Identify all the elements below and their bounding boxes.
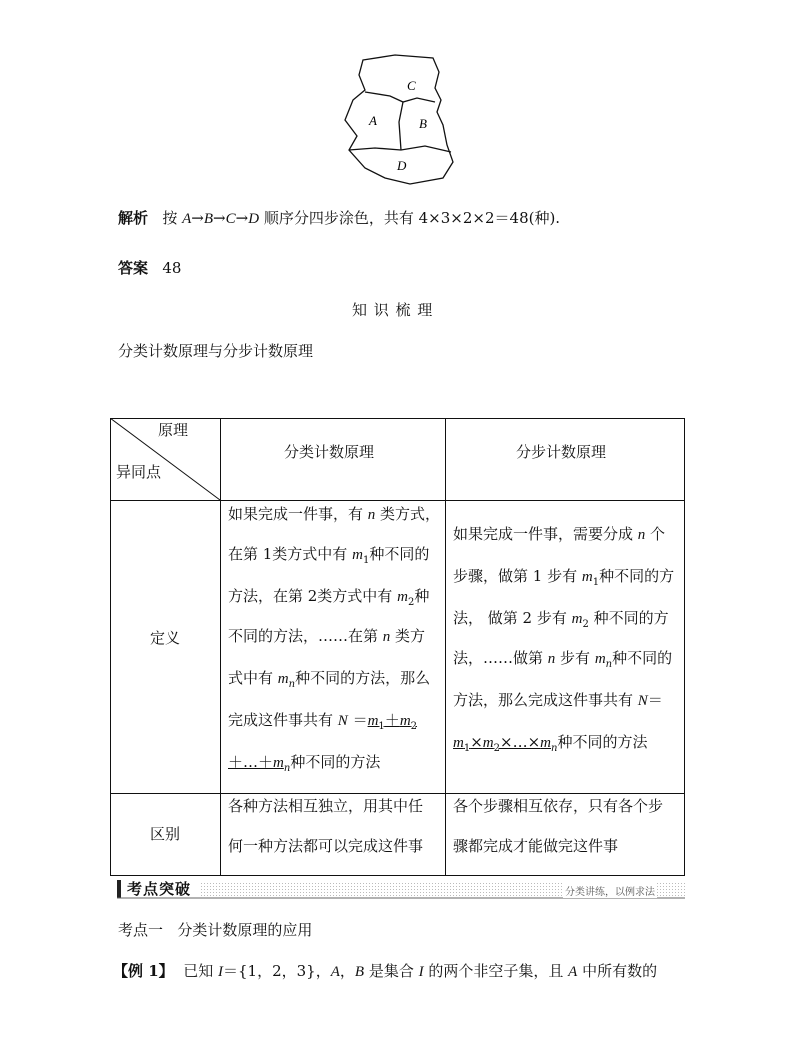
difference-step-line1: 各个步骤相互依存，只有各个步 — [453, 797, 664, 815]
region-map-figure — [335, 50, 465, 190]
banner-title: 考点突破 — [127, 880, 192, 898]
analysis-label: 解析 — [118, 209, 149, 227]
difference-class-line2: 何一种方法都可以完成这件事 — [228, 837, 424, 855]
answer-value: 48 — [162, 259, 182, 277]
example-line: 【例 1】 已知 I＝{1，2，3}，A，B 是集合 I 的两个非空子集，且 A 中所有数的 — [113, 962, 658, 980]
point-label: 考点一 — [118, 921, 164, 939]
difference-class-line1: 各种方法相互独立，用其中任 — [228, 797, 424, 815]
row-label-difference: 区别 — [150, 825, 181, 843]
map-border-d — [349, 146, 451, 152]
difference-step-line2: 骤都完成才能做完这件事 — [453, 837, 619, 855]
row-label-definition: 定义 — [150, 629, 181, 647]
region-label-a: A — [369, 113, 377, 128]
region-label-d: D — [397, 158, 407, 173]
example-label: 【例 1】 — [113, 962, 174, 980]
analysis-line: 解析 按 A→B→C→D 顺序分四步涂色，共有 4×3×2×2＝48(种). — [118, 209, 561, 227]
answer-label: 答案 — [118, 259, 149, 277]
answer-line — [118, 258, 181, 278]
col-header-class: 分类计数原理 — [284, 443, 375, 461]
banner-tagline: 分类讲练，以例求法 — [563, 883, 657, 898]
corner-top-label: 原理 — [158, 421, 189, 439]
map-border-c — [365, 92, 435, 102]
comparison-table: 原理 异同点 分类计数原理 分步计数原理 定义 区别 如果完成一件事，有 n 类方式， 在第 1类方式中有 $m_1$种不同的 方法，在第 2类方式中有 $m_2$种 不同的方法，……在第 n 类方 式中有 $m_n$种不同的方法，那么 完成这件事共有 $N =m_1+m_2$ $+\dots+m_n$种不同的方法 如果完成一件事，需要分成 n 个 步骤，做第 1 步有 $m_1$种不同的方 法， 做第 2 步有 $m_2$ 种不同的方 法，……做第 n 步有 $m_n$种不同的 方法，那么完成这件事共有 N＝ $m_1\times m_2\times\dots\times m_n$种不同的方法 各种方法相互独立，用其中任 何一种方法都可以完成这件事 各个步骤相互依存，只有各个步 骤都完成才能做完这件事 — [110, 418, 685, 876]
region-label-c: C — [407, 78, 416, 93]
point-title: 分类计数原理的应用 — [177, 921, 313, 939]
analysis-calc: 4×3×2×2＝48(种). — [418, 209, 561, 227]
region-label-b: B — [419, 116, 427, 131]
subtitle: 分类计数原理与分步计数原理 — [118, 342, 314, 360]
col-header-step: 分步计数原理 — [516, 443, 607, 461]
section-banner — [117, 877, 685, 899]
section-title: 知 识 梳 理 — [352, 301, 434, 319]
corner-bottom-label: 异同点 — [116, 463, 162, 481]
point-heading — [118, 920, 312, 940]
map-border-ab — [399, 102, 403, 150]
